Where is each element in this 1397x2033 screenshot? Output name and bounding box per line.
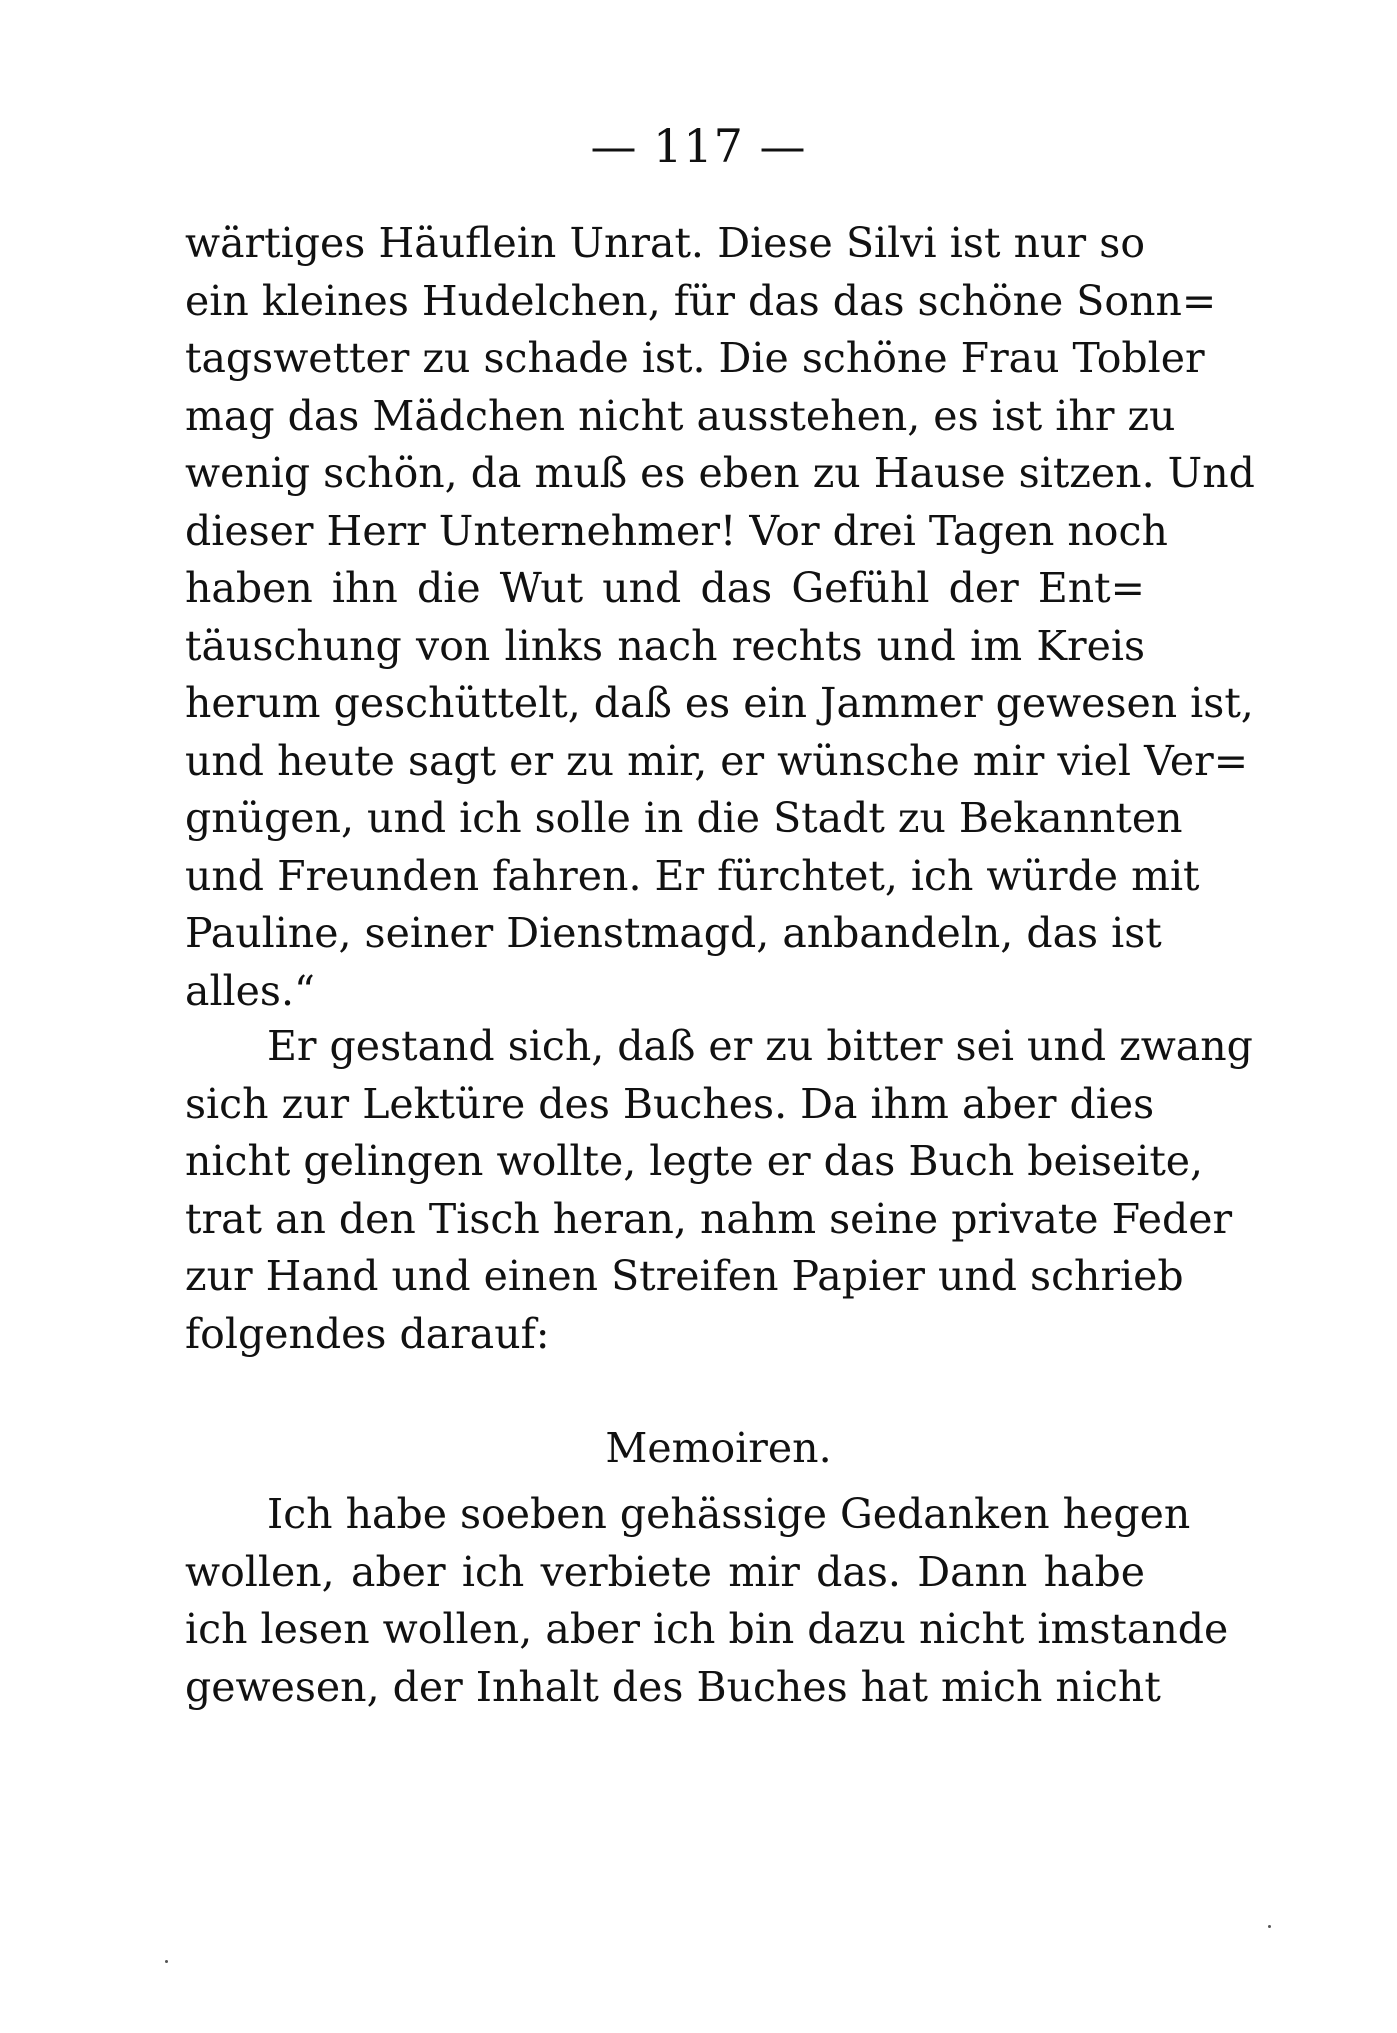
paper-speck — [1268, 1925, 1271, 1928]
text-line: und heute sagt er zu mir, er wünsche mir viel Ver= — [185, 736, 1249, 785]
paper-speck — [165, 1960, 168, 1963]
text-line: haben ihn die Wut und das Gefühl der Ent= — [185, 564, 1145, 612]
text-line: wenig schön, da muß es eben zu Hause sitzen. Und — [185, 449, 1255, 497]
paragraph-2 — [185, 1018, 1253, 1363]
text-line: gnügen, und ich solle in die Stadt zu Bekannten — [185, 794, 1183, 842]
text-line: täuschung von links nach rechts und im Kreis — [185, 621, 1145, 670]
text-line: Ich habe soeben gehässige Gedanken hegen — [267, 1490, 1191, 1538]
text-line: mag das Mädchen nicht ausstehen, es ist ihr zu — [185, 391, 1176, 440]
section-heading: Memoiren. — [605, 1424, 832, 1472]
text-line: wärtiges Häuflein Unrat. Diese Silvi ist nur so — [185, 219, 1145, 267]
text-line: sich zur Lektüre des Buches. Da ihm aber dies — [185, 1079, 1155, 1128]
text-line: Pauline, seiner Dienstmagd, anbandeln, das ist — [185, 909, 1162, 957]
paragraph-3 — [185, 1486, 1229, 1716]
text-line: zur Hand und einen Streifen Papier und schrieb — [185, 1252, 1184, 1300]
text-line: dieser Herr Unternehmer! Vor drei Tagen noch — [185, 506, 1168, 555]
text-line: tagswetter zu schade ist. Die schöne Frau Tobler — [185, 334, 1205, 382]
text-line: und Freunden fahren. Er fürchtet, ich würde mit — [185, 851, 1200, 900]
text-line: gewesen, der Inhalt des Buches hat mich nicht — [185, 1662, 1161, 1711]
page-number: — 117 — — [590, 119, 807, 173]
text-line: ein kleines Hudelchen, für das das schöne Sonn= — [185, 276, 1217, 325]
text-line: ich lesen wollen, aber ich bin dazu nicht imstande — [185, 1605, 1229, 1653]
text-line: alles.“ — [185, 966, 315, 1015]
paragraph-1 — [185, 215, 1255, 1020]
text-line: herum geschüttelt, daß es ein Jammer gewesen ist, — [185, 679, 1254, 727]
text-line: folgendes darauf: — [185, 1309, 550, 1358]
text-line: trat an den Tisch heran, nahm seine private Feder — [185, 1194, 1233, 1243]
text-line: Er gestand sich, daß er zu bitter sei und zwang — [267, 1022, 1253, 1070]
text-line: wollen, aber ich verbiete mir das. Dann habe — [185, 1547, 1145, 1596]
text-line: nicht gelingen wollte, legte er das Buch beiseite, — [185, 1137, 1204, 1185]
